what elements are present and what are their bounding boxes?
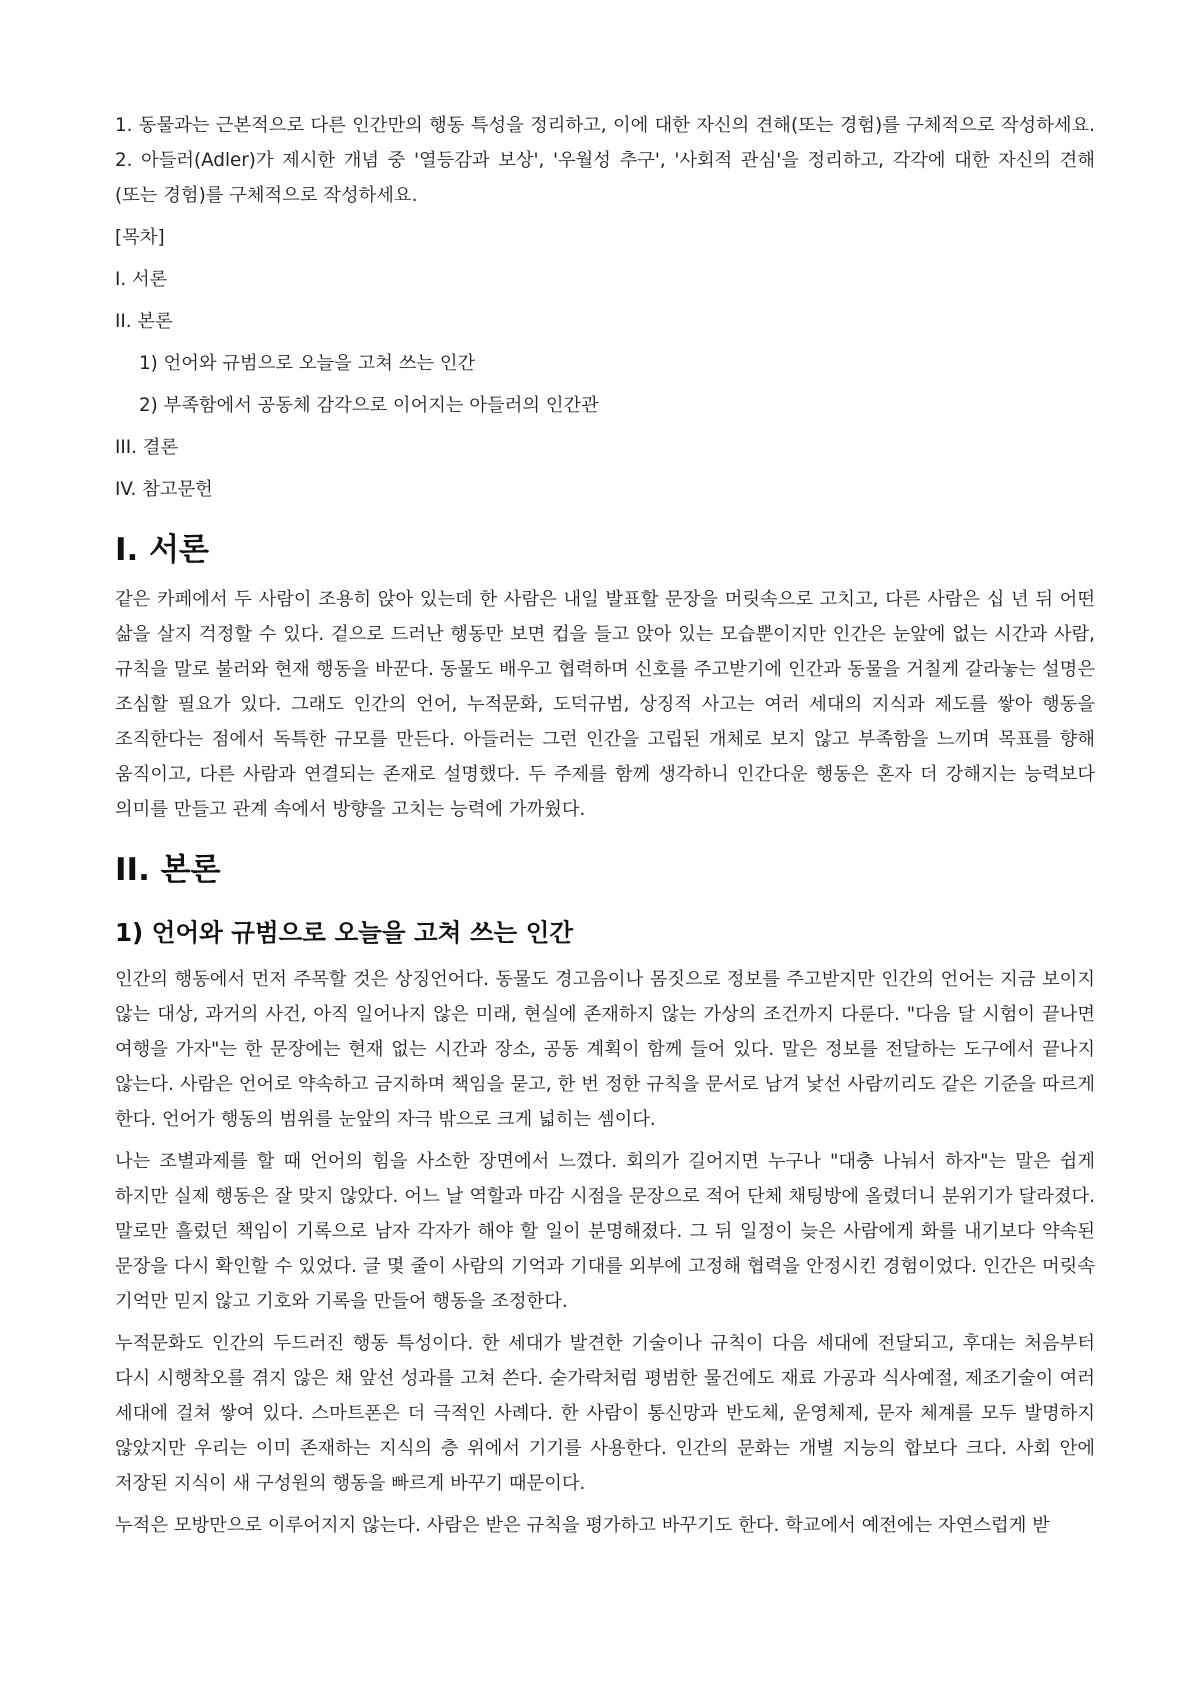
toc-item: IV. 참고문헌	[115, 479, 213, 500]
toc-title: [목차]	[115, 227, 165, 248]
toc-item: III. 결론	[115, 437, 179, 458]
assignment-prompt: 1. 동물과는 근본적으로 다른 인간만의 행동 특성을 정리하고, 이에 대한 자신의 견해(또는 경험)를 구체적으로 작성하세요. 2. 아들러(Adler)가 제시한 개념 중 '열등감과 보상', '우월성 추구', '사회적 관심'을 정리하고, 각각에 대한 자신의 견해(또는 경험)를 구체적으로 작성하세요.	[115, 115, 1095, 206]
paragraph: 나는 조별과제를 할 때 언어의 힘을 사소한 장면에서 느꼈다. 회의가 길어지면 누구나 "대충 나눠서 하자"는 말은 쉽게 하지만 실제 행동은 잘 맞지 않았다. 어느 날 역할과 마감 시점을 문장으로 적어 단체 채팅방에 올렸더니 분위기가 달라졌다. 말로만 흘렀던 책임이 기록으로 남자 각자가 해야 할 일이 분명해졌다. 그 뒤 일정이 늦은 사람에게 화를 내기보다 약속된 문장을 다시 확인할 수 있었다. 글 몇 줄이 사람의 기억과 기대를 외부에 고정해 협력을 안정시킨 경험이었다. 인간은 머릿속 기억만 믿지 않고 기호와 기록을 만들어 행동을 조정한다.	[115, 1151, 1095, 1312]
table-of-contents	[115, 220, 1095, 507]
document-page	[115, 108, 1095, 1550]
paragraph: 누적은 모방만으로 이루어지지 않는다. 사람은 받은 규칙을 평가하고 바꾸기도 한다. 학교에서 예전에는 자연스럽게 받	[115, 1515, 1050, 1536]
toc-subitem: 1) 언어와 규범으로 오늘을 고쳐 쓰는 인간	[139, 353, 476, 374]
section-heading-intro: I. 서론	[115, 532, 209, 568]
toc-subitem: 2) 부족함에서 공동체 감각으로 이어지는 아들러의 인간관	[139, 395, 599, 416]
document-body	[115, 529, 1095, 1543]
paragraph: 누적문화도 인간의 두드러진 행동 특성이다. 한 세대가 발견한 기술이나 규칙이 다음 세대에 전달되고, 후대는 처음부터 다시 시행착오를 겪지 않은 채 앞선 성과를 고쳐 쓴다. 숟가락처럼 평범한 물건에도 재료 가공과 식사예절, 제조기술이 여러 세대에 걸쳐 쌓여 있다. 스마트폰은 더 극적인 사례다. 한 사람이 통신망과 반도체, 운영체제, 문자 체계를 모두 발명하지 않았지만 우리는 이미 존재하는 지식의 층 위에서 기기를 사용한다. 인간의 문화는 개별 지능의 합보다 크다. 사회 안에 저장된 지식이 새 구성원의 행동을 빠르게 바꾸기 때문이다.	[115, 1333, 1095, 1494]
paragraph: 인간의 행동에서 먼저 주목할 것은 상징언어다. 동물도 경고음이나 몸짓으로 정보를 주고받지만 인간의 언어는 지금 보이지 않는 대상, 과거의 사건, 아직 일어나지 않은 미래, 현실에 존재하지 않는 가상의 조건까지 다룬다. "다음 달 시험이 끝나면 여행을 가자"는 한 문장에는 현재 없는 시간과 장소, 공동 계획이 함께 들어 있다. 말은 정보를 전달하는 도구에서 끝나지 않는다. 사람은 언어로 약속하고 금지하며 책임을 묻고, 한 번 정한 규칙을 문서로 남겨 낯선 사람끼리도 같은 기준을 따르게 한다. 언어가 행동의 범위를 눈앞의 자극 밖으로 크게 넓히는 셈이다.	[115, 969, 1095, 1130]
toc-item: II. 본론	[115, 311, 173, 332]
section-heading-main: II. 본론	[115, 852, 221, 888]
paragraph: 같은 카페에서 두 사람이 조용히 앉아 있는데 한 사람은 내일 발표할 문장을 머릿속으로 고치고, 다른 사람은 십 년 뒤 어떤 삶을 살지 걱정할 수 있다. 겉으로 드러난 행동만 보면 컵을 들고 앉아 있는 모습뿐이지만 인간은 눈앞에 없는 시간과 사람, 규칙을 말로 불러와 현재 행동을 바꾼다. 동물도 배우고 협력하며 신호를 주고받기에 인간과 동물을 거칠게 갈라놓는 설명은 조심할 필요가 있다. 그래도 인간의 언어, 누적문화, 도덕규범, 상징적 사고는 여러 세대의 지식과 제도를 쌓아 행동을 조직한다는 점에서 독특한 규모를 만든다. 아들러는 그런 인간을 고립된 개체로 보지 않고 부족함을 느끼며 목표를 향해 움직이고, 다른 사람과 연결되는 존재로 설명했다. 두 주제를 함께 생각하니 인간다운 행동은 혼자 더 강해지는 능력보다 의미를 만들고 관계 속에서 방향을 고치는 능력에 가까웠다.	[115, 589, 1095, 820]
subsection-heading: 1) 언어와 규범으로 오늘을 고쳐 쓰는 인간	[115, 918, 574, 947]
toc-item: I. 서론	[115, 269, 168, 290]
